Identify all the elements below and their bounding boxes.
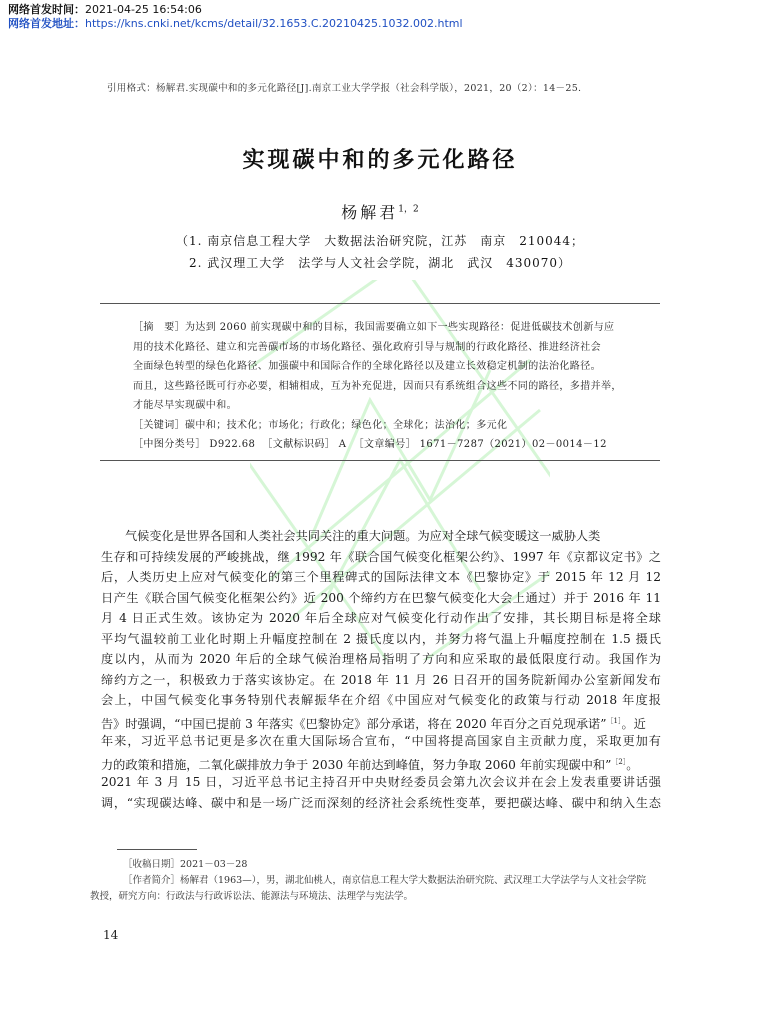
author-name: 杨解君 — [341, 203, 399, 222]
keywords-line — [133, 416, 663, 436]
abstract-block — [133, 318, 663, 455]
online-first-url — [8, 17, 463, 31]
doc-code-value: A — [338, 439, 347, 450]
affiliation-1: （1. 南京信息工程大学 大数据法治研究院，江苏 南京 210044； — [175, 234, 585, 248]
abstract-label: ［摘 要］ — [133, 322, 185, 333]
body-line: 月 4 日正式生效。该协定为 2020 年后全球应对气候变化行动作出了安排，其长期目标是将全球 — [101, 611, 661, 625]
doc-code-label: ［文献标识码］ — [262, 439, 336, 450]
body-paragraph — [101, 526, 661, 813]
body-line: 度以内，从而为 2020 年后的全球气候治理格局指明了方向和应采取的最低限度行动。我国作为 — [101, 652, 661, 666]
footnote-divider — [117, 849, 197, 850]
body-line: 2021 年 3 月 15 日，习近平总书记主持召开中央财经委员会第九次会议并在会上发表重要讲话强 — [101, 775, 661, 789]
body-line — [101, 752, 661, 773]
body-line: 日产生《联合国气候变化框架公约》近 200 个缔约方在巴黎气候变化大会上通过）并于 2016 年 11 — [101, 590, 661, 605]
body-line: 气候变化是世界各国和人类社会共同关注的重大问题。为应对全球气候变暖这一威胁人类 — [125, 529, 601, 543]
abstract-line: 而且，这些路径既可行亦必要，相辅相成，互为补充促进，因而只有系统组合这些不同的路径，多措并举， — [133, 380, 622, 392]
article-no-label: ［文章编号］ — [353, 439, 416, 450]
received-date-label: ［收稿日期］ — [123, 859, 181, 870]
citation-format: 引用格式：杨解君.实现碳中和的多元化路径[J].南京工业大学学报（社会科学版），2021，20（2）：14－25. — [107, 83, 582, 94]
body-line: 缔约方之一，积极致力于落实该协定。在 2018 年 11 月 26 日召开的国务院新闻办公室新闻发布 — [101, 672, 661, 687]
body-line: 调，“实现碳达峰、碳中和是一场广泛而深刻的经济社会系统性变革，要把碳达峰、碳中和纳入生态 — [101, 795, 661, 810]
body-line-text: 。 — [626, 757, 639, 772]
abstract-line: 用的技术化路径、建立和完善碳市场的市场化路径、强化政府引导与规制的行政化路径、推进经济社会 — [133, 341, 601, 353]
body-line: 后，人类历史上应对气候变化的第三个里程碑式的国际法律文本《巴黎协定》于 2015 年 12 月 12 — [101, 570, 661, 584]
abstract-divider — [100, 460, 660, 461]
clc-label: ［中图分类号］ — [133, 439, 206, 450]
author-bio: 杨解君（1963—），男，湖北仙桃人，南京信息工程大学大数据法治研究院、武汉理工大学法学与人文社会学院 — [180, 875, 646, 886]
author-bio-line — [123, 873, 663, 889]
keywords-label: ［关键词］ — [133, 419, 185, 431]
article-no-value: 1671－7287（2021）02－0014－12 — [419, 439, 607, 450]
keywords: 碳中和；技术化；市场化；行政化；绿色化；全球化；法治化；多元化 — [185, 419, 508, 431]
classification-line — [133, 435, 663, 455]
body-line: 会上，中国气候变化事务特别代表解振华在介绍《中国应对气候变化的政策与行动 2018 年度报 — [101, 693, 661, 707]
body-line-text: 告》时强调，“中国已提前 3 年落实《巴黎协定》部分承诺，将在 2020 年百分之百兑现承诺” — [101, 716, 607, 731]
affiliation-2: 2. 武汉理工大学 法学与人文社会学院，湖北 武汉 430070） — [188, 256, 572, 270]
citation-ref[interactable]: ［2］ — [611, 757, 627, 766]
author-bio-label: ［作者简介］ — [123, 875, 181, 886]
top-divider — [100, 303, 660, 304]
online-first-date-label: 网络首发时间： — [8, 3, 85, 16]
paper-title: 实现碳中和的多元化路径 — [242, 147, 518, 173]
abstract-line: 全面绿色转型的绿色化路径、加强碳中和国际合作的全球化路径以及建立长效稳定机制的法治化路径。 — [133, 361, 601, 372]
body-line: 生存和可持续发展的严峻挑战，继 1992 年《联合国气候变化框架公约》、1997 年《京都议定书》之 — [101, 549, 661, 564]
clc-value: D922.68 — [209, 439, 256, 450]
body-line: 平均气温较前工业化时期上升幅度控制在 2 摄氏度以内，并努力将气温上升幅度控制在 1.5 摄氏 — [101, 631, 661, 646]
body-line — [101, 711, 661, 732]
page-number: 14 — [103, 928, 119, 942]
body-line-text: 力的政策和措施，二氧化碳排放力争于 2030 年前达到峰值，努力争取 2060 年前实现碳中和” — [101, 757, 612, 772]
online-first-url-label: 网络首发地址： — [8, 17, 85, 30]
author-affiliation-marks: 1，2 — [398, 204, 419, 215]
online-first-date — [8, 3, 202, 17]
received-date-line — [123, 857, 663, 873]
online-first-url-link[interactable]: https://kns.cnki.net/kcms/detail/32.1653.C.20210425.1032.002.html — [85, 17, 463, 30]
received-date: 2021－03－28 — [180, 859, 248, 870]
abstract-text: 为达到 2060 前实现碳中和的目标，我国需要确立如下一些实现路径：促进低碳技术创新与应 — [185, 322, 615, 333]
citation-ref[interactable]: ［1］ — [606, 716, 622, 725]
body-line: 年来，习近平总书记更是多次在重大国际场合宣布，“中国将提高国家自主贡献力度，采取更加有 — [101, 734, 661, 748]
abstract-line — [133, 318, 663, 338]
online-first-date-value: 2021-04-25 16:54:06 — [85, 3, 202, 16]
abstract-line: 才能尽早实现碳中和。 — [133, 400, 237, 411]
body-line-text: 。近 — [621, 716, 646, 731]
author-line — [0, 200, 760, 223]
author-bio-continued: 教授，研究方向：行政法与行政诉讼法、能源法与环境法、法理学与宪法学。 — [90, 891, 414, 902]
footnotes — [90, 857, 663, 905]
